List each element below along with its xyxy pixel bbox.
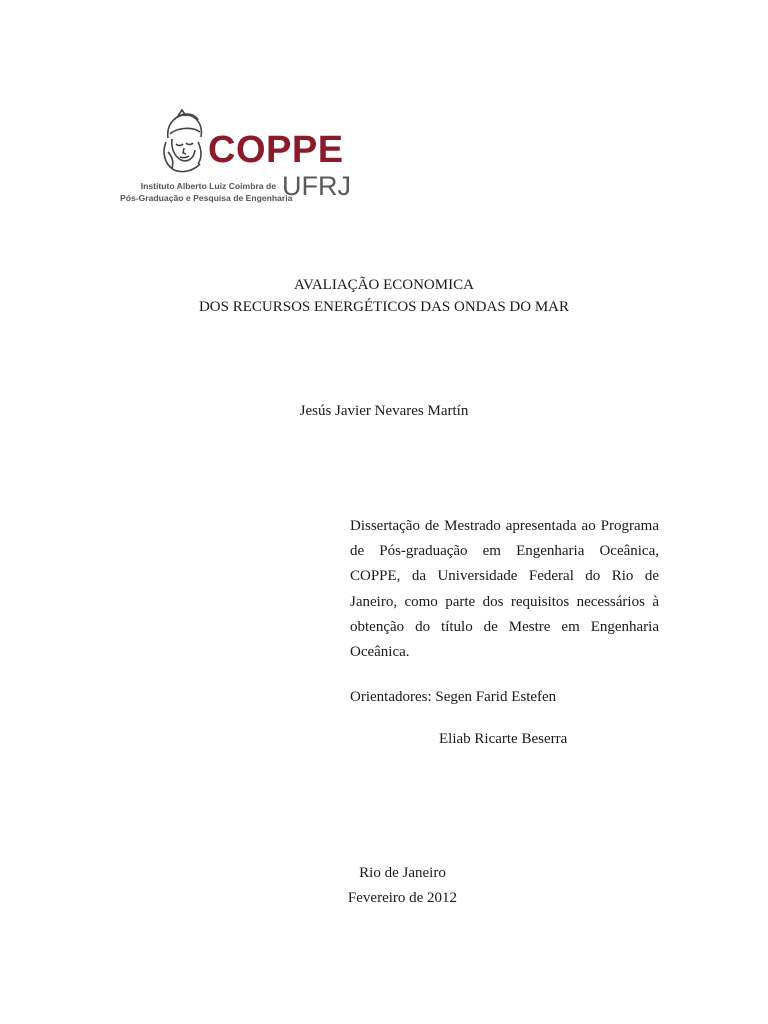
thesis-title: [0, 274, 768, 318]
location: Rio de Janeiro: [359, 865, 446, 881]
coppe-wordmark: COPPE: [208, 129, 344, 171]
helmeted-head-emblem-icon: [154, 108, 208, 174]
institute-name: [120, 180, 293, 204]
coppe-logo: [120, 108, 360, 204]
ufrj-wordmark: UFRJ: [282, 171, 351, 201]
dissertation-description: Dissertação de Mestrado apresentada ao Programa de Pós-graduação em Engenharia Oceânica, COPPE, da Universidade Federal do Rio de Janeiro, como parte dos requisitos necessários à obtenção do título de Mestre em Engenharia Oceânica.: [350, 518, 659, 661]
institute-line-1: Instituto Alberto Luiz Coimbra de: [140, 181, 276, 191]
second-advisor: Eliab Ricarte Beserra: [439, 731, 568, 747]
date: Fevereiro de 2012: [347, 890, 458, 906]
place-and-date: [0, 861, 768, 911]
author-name: Jesús Javier Nevares Martín: [299, 403, 469, 419]
title-line-1: AVALIAÇÃO ECONOMICA: [294, 277, 474, 293]
institute-line-2: Pós-Graduação e Pesquisa de Engenharia: [120, 193, 293, 203]
title-line-2: DOS RECURSOS ENERGÉTICOS DAS ONDAS DO MAR: [198, 299, 570, 315]
advisors-line: Orientadores: Segen Farid Estefen: [350, 689, 557, 705]
